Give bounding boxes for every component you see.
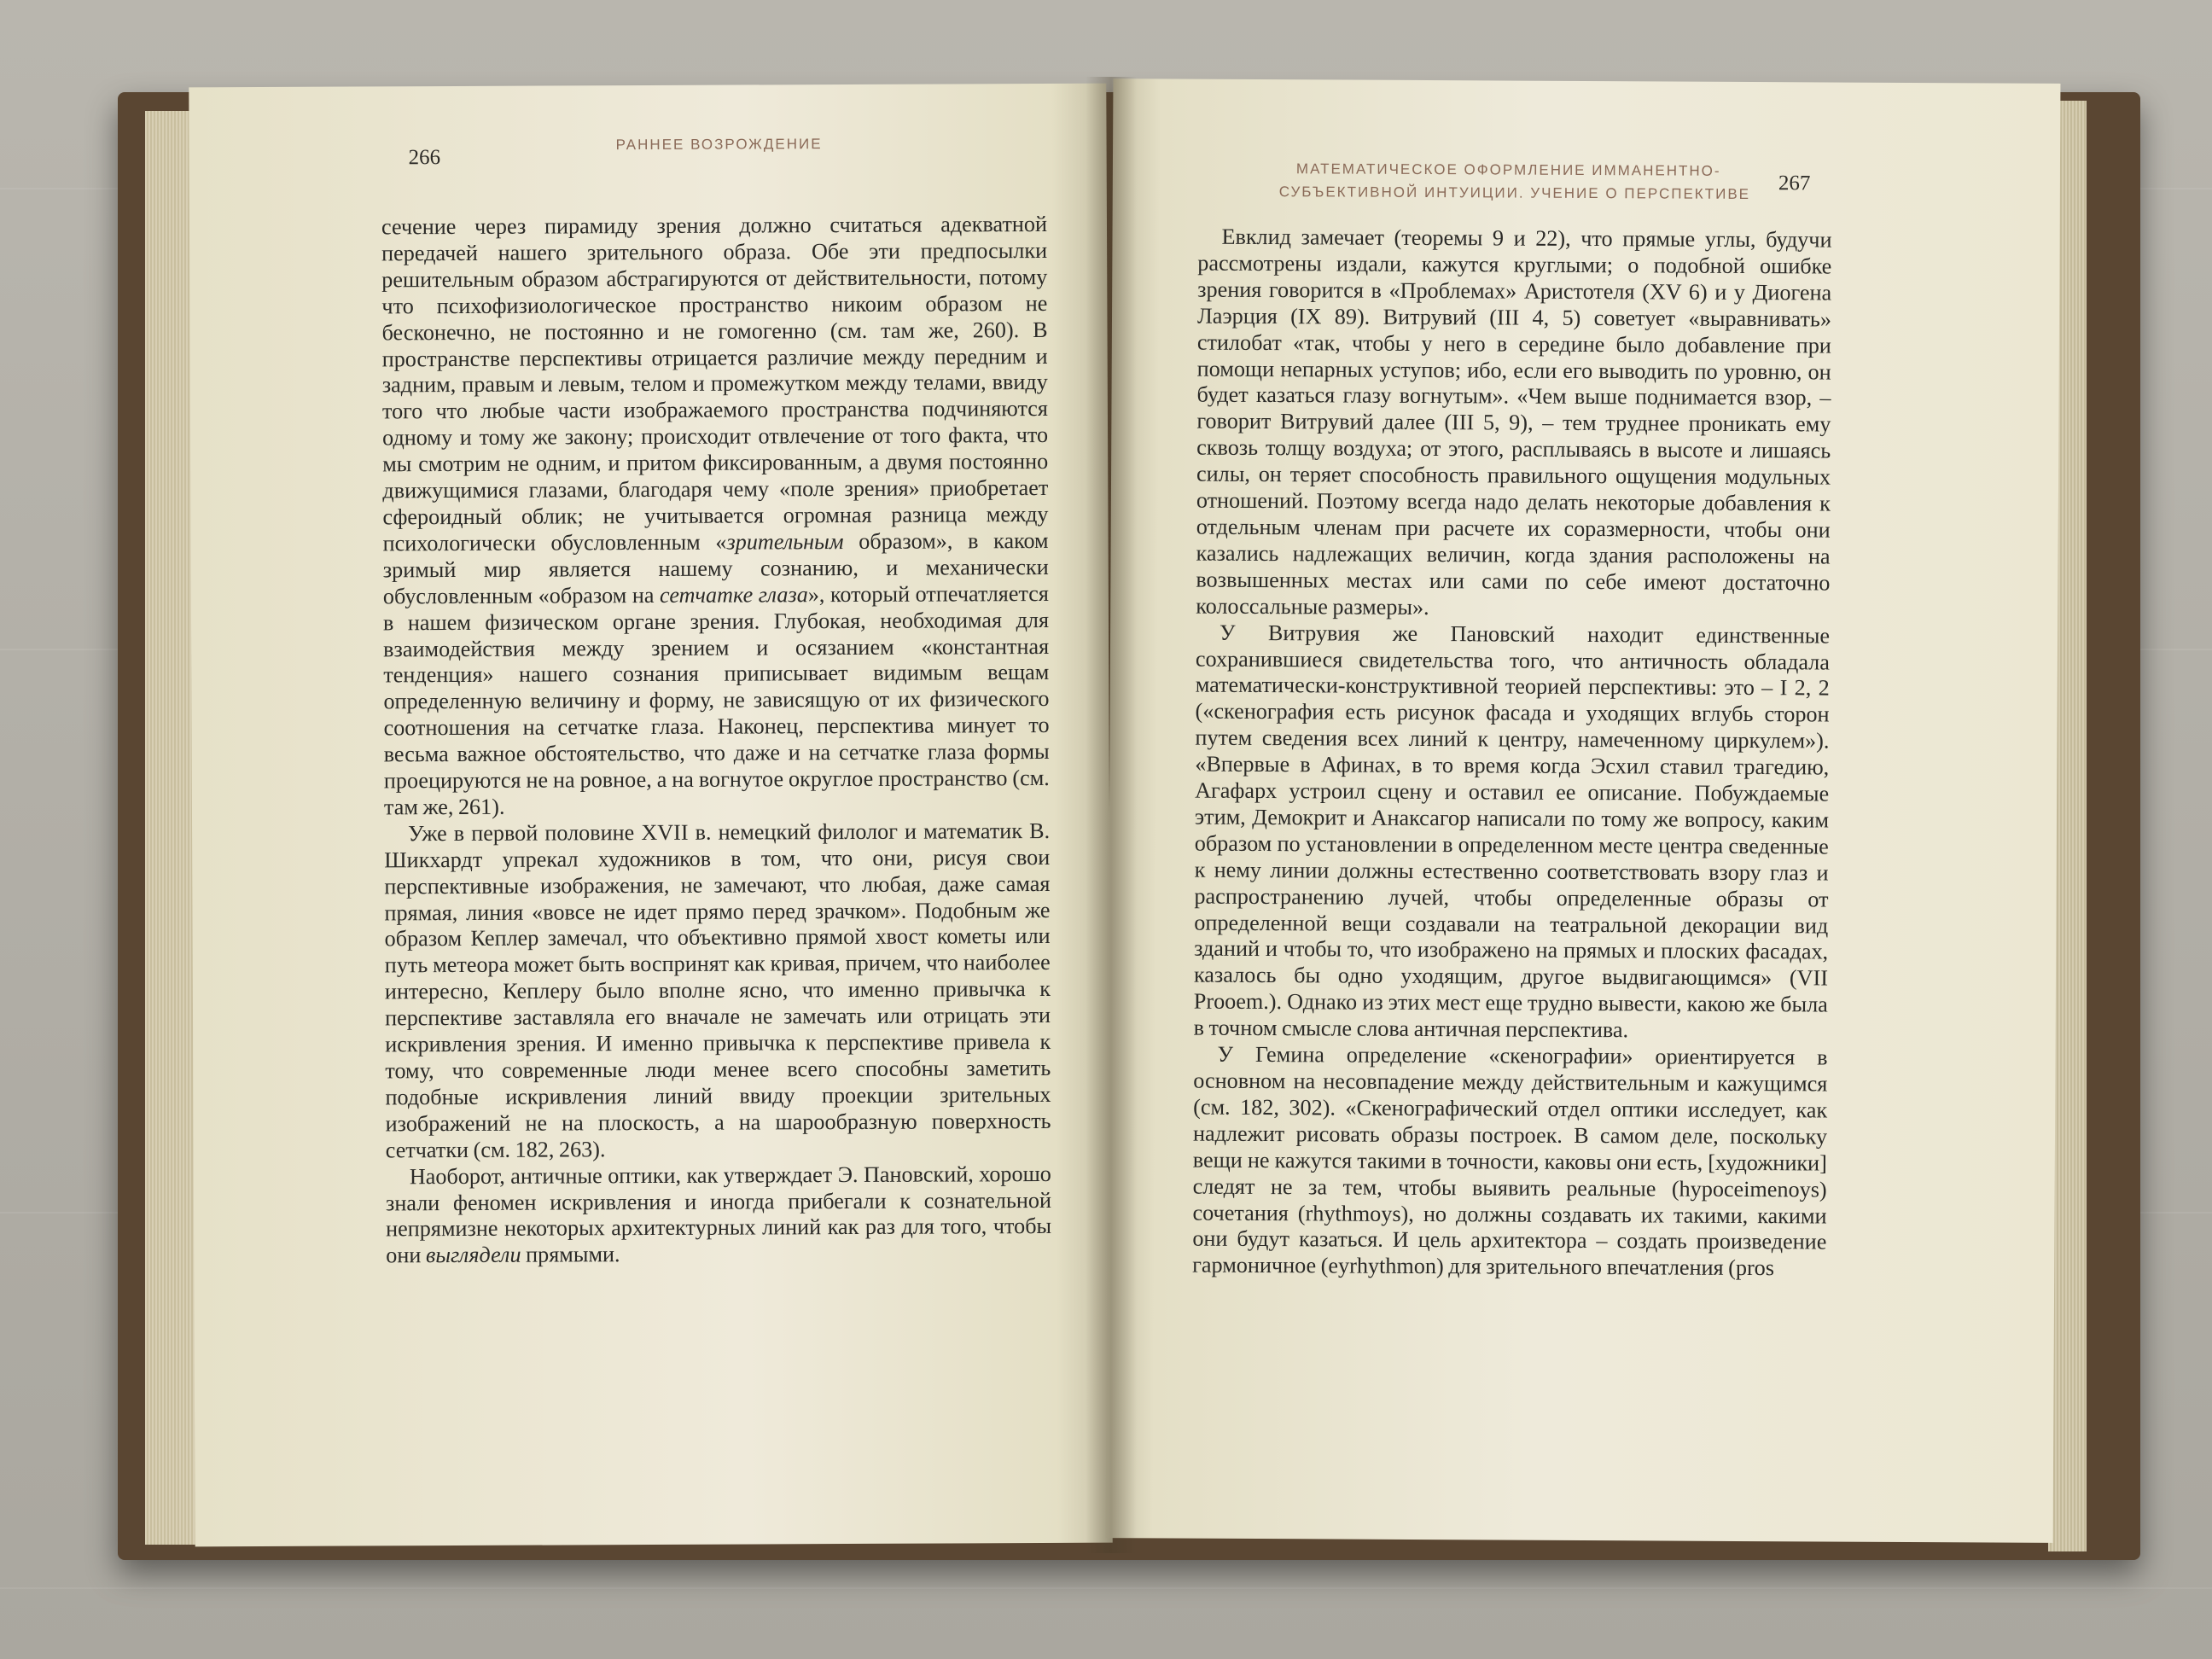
paragraph bbox=[1194, 620, 1831, 1045]
text-run: У Гемина определение «скенографии» ориентируется в основном на несовпадение между действительным и кажущимся (см. 182, 302). «Скенографический отдел оптики исследует, как надлежит рисовать образы построек. В самом деле, поскольку вещи не кажутся такими в точности, каковы они есть, [художники] следят не за тем, чтобы выявить реальные (hypoceimenoys) сочетания (rhythmoys), но должны создавать их такими, какими они будут казаться. И цель архитектора – создать произведение гармоничное (eyrhythmon) для зрительного впечатления (pros bbox=[1192, 1041, 1828, 1281]
paragraph bbox=[386, 1161, 1052, 1270]
italic-run: зрительным bbox=[726, 528, 844, 555]
left-running-head: РАННЕЕ ВОЗРОЖДЕНИЕ bbox=[615, 136, 823, 154]
paragraph bbox=[1192, 1042, 1827, 1283]
left-page bbox=[189, 84, 1112, 1547]
paragraph bbox=[1196, 224, 1831, 623]
left-page-body bbox=[381, 212, 1051, 1270]
text-run: образом», в каком зримый мир является нашему сознанию, и механически обусловленным «образом на bbox=[382, 527, 1049, 609]
paragraph bbox=[384, 818, 1051, 1164]
right-running-head-line-2: СУБЪЕКТИВНОЙ ИНТУИЦИИ. УЧЕНИЕ О ПЕРСПЕКТИВЕ bbox=[1278, 183, 1751, 203]
right-page bbox=[1106, 79, 2061, 1543]
text-run: сечение через пирамиду зрения должно считаться адекватной передачей нашего зрительного образа. Обе эти предпосылки решительным образом абстрагируются от действительности, потому что психофизиологическое пространство никоим образом не бесконечно, не постоянно и не гомогенно (см. там же, 260). В пространстве перспективы отрицается различие между передним и задним, правым и левым, телом и промежутком между телами, ввиду того что любые части изображаемого пространства подчиняются одному и тому же закону; происходит отвлечение от того факта, что мы смотрим не одним, и притом фиксированным, а двумя постоянно движущимися глазами, благодаря чему «поле зрения» приобретает сфероидный облик; не учитывается огромная разница между психологически обусловленным « bbox=[381, 211, 1049, 556]
text-run: прямыми. bbox=[521, 1242, 620, 1268]
right-page-body bbox=[1192, 224, 1831, 1283]
right-running-head-line-1: МАТЕМАТИЧЕСКОЕ ОФОРМЛЕНИЕ ИММАНЕНТНО- bbox=[1295, 160, 1721, 179]
italic-run: сетчатке глаза bbox=[659, 581, 808, 608]
left-page-number: 266 bbox=[408, 146, 441, 170]
right-page-number: 267 bbox=[1778, 172, 1811, 195]
text-run: », который отпечатляется в нашем физическом органе зрения. Глубокая, необходимая для взаимодействия между зрением и осязанием «константная тенденция» нашего сознания приписывает видимым вещам определенную величину и форму, не зависящую от их физического соотношения на сетчатке глаза. Наконец, перспектива минует то весьма важное обстоятельство, что даже и на сетчатке глаза формы проецируются не на ровное, а на вогнутое округлое пространство (см. там же, 261). bbox=[382, 580, 1050, 820]
text-run: Наоборот, античные оптики, как утверждает Э. Пановский, хорошо знали феномен искривления и иногда прибегали к сознательной непрямизне некоторых архитектурных линий как раз для того, чтобы они bbox=[385, 1161, 1052, 1268]
text-run: Уже в первой половине XVII в. немецкий филолог и математик В. Шикхардт упрекал художников в том, что они, рисуя свои перспективные изображения, не замечают, что любая, даже самая прямая, линия «вовсе не идет прямо перед зрачком». Подобным же образом Кеплер замечал, что объективно прямой хвост кометы или путь метеора может быть воспринят как кривая, причем, что наиболее интересно, Кеплеру было вполне ясно, что именно привычка к перспективе заставляла его вначале не замечать или отрицать эти искривления зрения. И именно привычка к перспективе привела к тому, что современные люди менее всего способны заметить подобные искривления линий ввиду проекции зрительных изображений не на плоскость, а на шарообразную поверхность сетчатки (см. 182, 263). bbox=[384, 818, 1051, 1163]
paragraph bbox=[381, 212, 1050, 821]
text-run: Евклид замечает (теоремы 9 и 22), что прямые углы, будучи рассмотрены издали, кажутся круглыми; о подобной ошибке зрения говорится в «Проблемах» Аристотеля (XV 6) и у Диогена Лаэрция (IX 89). Витрувий (III 4, 5) советует «выравнивать» стилобат «так, чтобы у него в середине было добавление при помощи непарных уступов; ибо, если его выводить по уровню, он будет казаться глазу вогнутым». «Чем выше поднимается взор, – говорит Витрувий далее (III 5, 9), – тем труднее проникать ему сквозь толщу воздуха; от этого, расплываясь в высоте и лишаясь силы, он теряет способность правильного ощущения модульных отношений. Поэтому всегда надо делать некоторые добавления к отдельным членам при расчете их соразмерности, чтобы они казались надлежащих величин, когда здания расположены на возвышенных местах или сами по себе имеют достаточно колоссальные размеры». bbox=[1196, 224, 1832, 620]
italic-run: выглядели bbox=[425, 1243, 521, 1268]
page-edges-left bbox=[145, 111, 196, 1545]
text-run: У Витрувия же Пановский находит единственные сохранившиеся свидетельства того, что античность обладала математически-конструктивной теорией перспективы: это – I 2, 2 («скенография есть рисунок фасада и уходящих вглубь сторон путем сведения всех линий к центру, намеченному циркулем»). «Впервые в Афинах, в то время когда Эсхил ставил трагедию, Агафарх устроил сцену и оставил ее описание. Побуждаемые этим, Демокрит и Анаксагор написали по тому же вопросу, каким образом по установлении в определенном месте центра сведенные к нему линии должны естественно соответствовать взору глаз и распространению лучей, чтобы определенные образы от определенной вещи создавали на театральной декорации вид зданий и чтобы то, что изображено на прямых и плоских фасадах, казалось бы одно уходящим, другое выдвигающимся» (VII Prooem.). Однако из этих мест еще трудно вывести, какою же была в точном смысле слова античная перспектива. bbox=[1193, 620, 1831, 1043]
book-gutter bbox=[1086, 77, 1137, 1553]
